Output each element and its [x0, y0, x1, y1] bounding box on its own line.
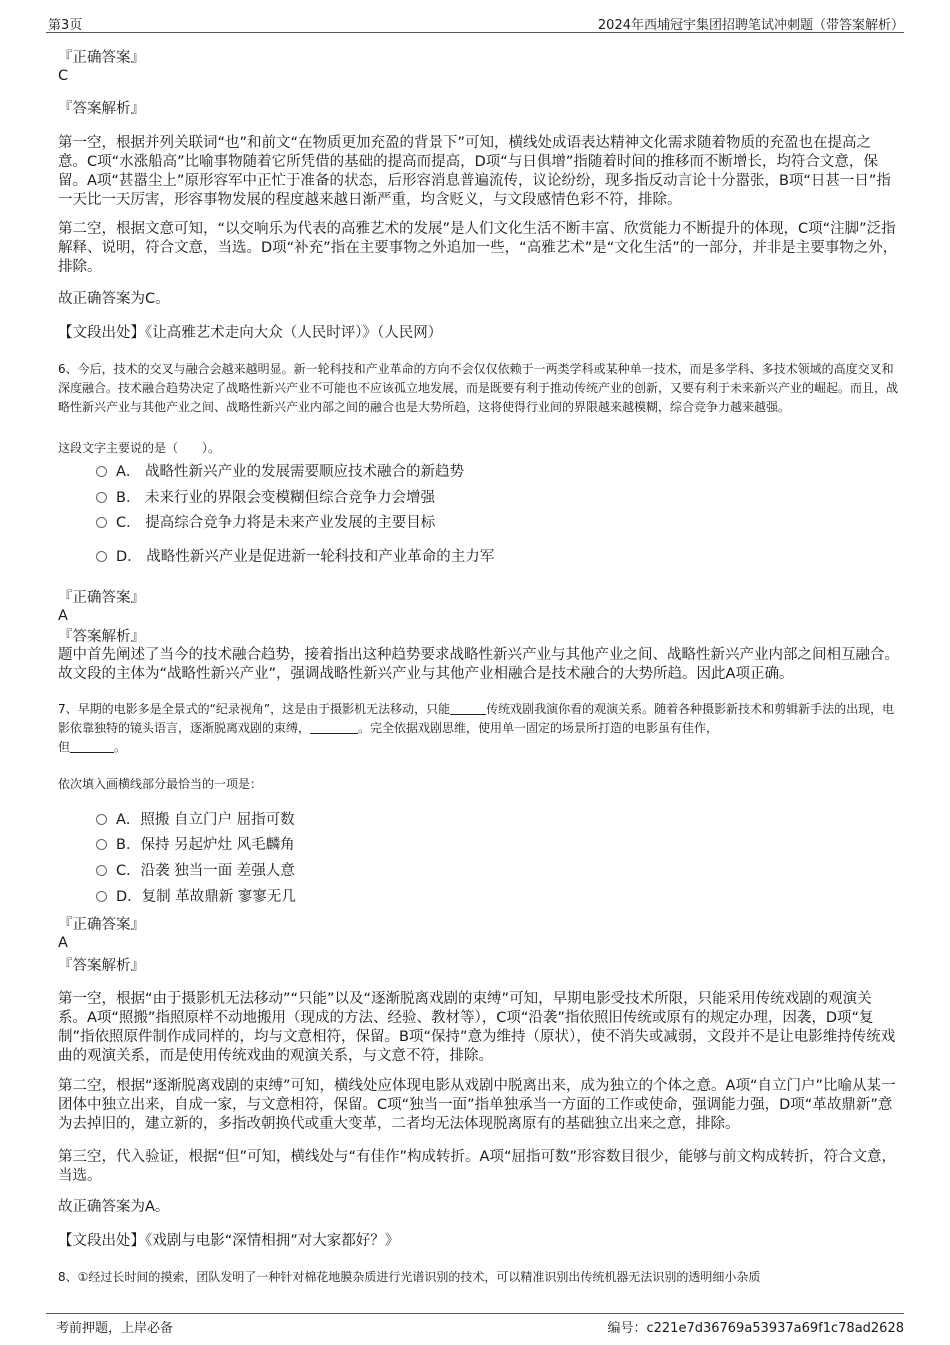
q5-analysis-label: 『答案解析』: [58, 101, 145, 117]
radio-icon[interactable]: [96, 492, 107, 503]
fill-blank-3: [70, 739, 114, 753]
fill-blank-1: [450, 701, 486, 715]
fill-blank-2: [310, 720, 358, 734]
q5-answer-label: 『正确答案』: [58, 50, 145, 66]
q7-stem: 7、早期的电影多是全景式的“纪录视角”，这是由于摄影机无法移动，只能 传统戏剧我演你看的观演关系。随着各种摄影新技术和剪辑新手法的出现，电影依靠独特的镜头语言，逐渐脱离戏剧的束缚， 。完全依据戏剧思维，使用单一固定的场景所打造的电影虽有佳作， 但 。: [58, 702, 895, 754]
q7-answer: A: [58, 935, 68, 951]
q5-source: 【文段出处】《让高雅艺术走向大众（人民时评）》（人民网）: [58, 325, 443, 341]
q7-option-a[interactable]: A．照搬 自立门户 屈指可数: [96, 810, 295, 830]
q6-analysis-label: 『答案解析』: [58, 629, 145, 645]
q7-source: 【文段出处】《戏剧与电影“深情相拥”对大家都好？》: [58, 1233, 400, 1249]
page-number: 第3页: [48, 18, 83, 33]
radio-icon[interactable]: [96, 891, 107, 902]
q6-answer-label: 『正确答案』: [58, 590, 145, 606]
q5-conclusion: 故正确答案为C。: [58, 291, 170, 307]
q7-option-b[interactable]: B．保持 另起炉灶 风毛麟角: [96, 835, 295, 855]
q6-option-a[interactable]: A． 战略性新兴产业的发展需要顺应技术融合的新趋势: [96, 462, 464, 482]
q7-answer-label: 『正确答案』: [58, 917, 145, 933]
q6-answer: A: [58, 608, 68, 624]
q5-analysis-para2: 第二空，根据文意可知，“以交响乐为代表的高雅艺术的发展”是人们文化生活不断丰富、欣赏能力不断提升的体现，C项“注脚”泛指解释、说明，符合文意，当选。D项“补充”指在主要事物之外追加一些，“高雅艺术”是“文化生活”的一部分，并非是主要事物之外，排除。: [58, 221, 898, 275]
radio-icon[interactable]: [96, 551, 107, 562]
radio-icon[interactable]: [96, 865, 107, 876]
document-title: 2024年西埔冠宇集团招聘笔试冲刺题（带答案解析）: [597, 18, 904, 33]
q7-analysis-label: 『答案解析』: [58, 958, 145, 974]
q5-answer: C: [58, 68, 69, 84]
q7-question: 依次填入画横线部分最恰当的一项是：: [58, 777, 263, 791]
q8-stem: 8、①经过长时间的摸索，团队发明了一种针对棉花地膜杂质进行光谱识别的技术，可以精准识别出传统机器无法识别的透明细小杂质: [58, 1270, 761, 1284]
q7-conclusion: 故正确答案为A。: [58, 1199, 170, 1215]
radio-icon[interactable]: [96, 839, 107, 850]
q6-option-d[interactable]: D． 战略性新兴产业是促进新一轮科技和产业革命的主力军: [96, 547, 494, 567]
q7-option-c[interactable]: C．沿袭 独当一面 差强人意: [96, 861, 295, 881]
document-code: 编号：c221e7d36769a53937a69f1c78ad2628: [607, 1321, 904, 1336]
q7-option-d[interactable]: D．复制 革故鼎新 寥寥无几: [96, 887, 296, 907]
radio-icon[interactable]: [96, 814, 107, 825]
page-header: [46, 14, 904, 33]
radio-icon[interactable]: [96, 466, 107, 477]
q6-analysis: 题中首先阐述了当今的技术融合趋势，接着指出这种趋势要求战略性新兴产业与其他产业之间、战略性新兴产业内部之间相互融合。故文段的主体为“战略性新兴产业”，强调战略性新兴产业与其他产业相融合是技术融合的大势所趋。因此A项正确。: [58, 647, 899, 682]
q6-option-c[interactable]: C． 提高综合竞争力将是未来产业发展的主要目标: [96, 513, 435, 533]
q7-analysis-para2: 第二空，根据“逐渐脱离戏剧的束缚”可知，横线处应体现电影从戏剧中脱离出来，成为独立的个体之意。A项“自立门户”比喻从某一团体中独立出来，自成一家，与文意相符，保留。C项“独当一面”指单独承当一方面的工作或使命，强调能力强，D项“革故鼎新”意为去掉旧的，建立新的，多指改朝换代或重大变革，二者均无法体现脱离原有的基础独立出来之意，排除。: [58, 1078, 896, 1132]
radio-icon[interactable]: [96, 517, 107, 528]
q6-question: 这段文字主要说的是（ ）。: [58, 441, 221, 455]
page-footer: [46, 1313, 904, 1336]
q7-analysis-para3: 第三空，代入验证，根据“但”可知，横线处与“有佳作”构成转折。A项“屈指可数”形容数目很少，能够与前文构成转折，符合文意，当选。: [58, 1149, 896, 1184]
q7-analysis-para1: 第一空，根据“由于摄影机无法移动”“只能”以及“逐渐脱离戏剧的束缚”可知，早期电影受技术所限，只能采用传统戏剧的观演关系。A项“照搬”指照原样不动地搬用（现成的方法、经验、教材等），C项“沿袭”指依照旧传统或原有的规定办理，因袭，D项“复制”指依照原件制作成同样的，均与文意相符，保留。B项“保持”意为维持（原状），使不消失或减弱，文段并不是让电影维持传统戏曲的观演关系，而是使用传统戏曲的观演关系，与文意不符，排除。: [58, 991, 896, 1064]
q6-option-b[interactable]: B． 未来行业的界限会变模糊但综合竞争力会增强: [96, 488, 435, 508]
footer-slogan: 考前押题，上岸必备: [56, 1321, 174, 1336]
q6-stem: 6、今后，技术的交叉与融合会越来越明显。新一轮科技和产业革命的方向不会仅仅依赖于一两类学科或某种单一技术，而是多学科、多技术领域的高度交叉和深度融合。技术融合趋势决定了战略性新兴产业不可能也不应该孤立地发展，而是既要有利于推动传统产业的创新，又要有利于未来新兴产业的崛起。而且，战略性新兴产业与其他产业之间、战略性新兴产业内部之间的融合也是大势所趋，这将使得行业间的界限越来越模糊，综合竞争力越来越强。: [58, 362, 899, 414]
q5-analysis-para1: 第一空，根据并列关联词“也”和前文“在物质更加充盈的背景下”可知，横线处成语表达精神文化需求随着物质的充盈也在提高之意。C项“水涨船高”比喻事物随着它所凭借的基础的提高而提高，D项“与日俱增”指随着时间的推移而不断增长，均符合文意，保留。A项“甚嚣尘上”原形容军中正忙于准备的状态，后形容消息普遍流传，议论纷纷，现多指反动言论十分嚣张，B项“日甚一日”指一天比一天厉害，形容事物发展的程度越来越日渐严重，均含贬义，与文段感情色彩不符，排除。: [58, 135, 891, 208]
